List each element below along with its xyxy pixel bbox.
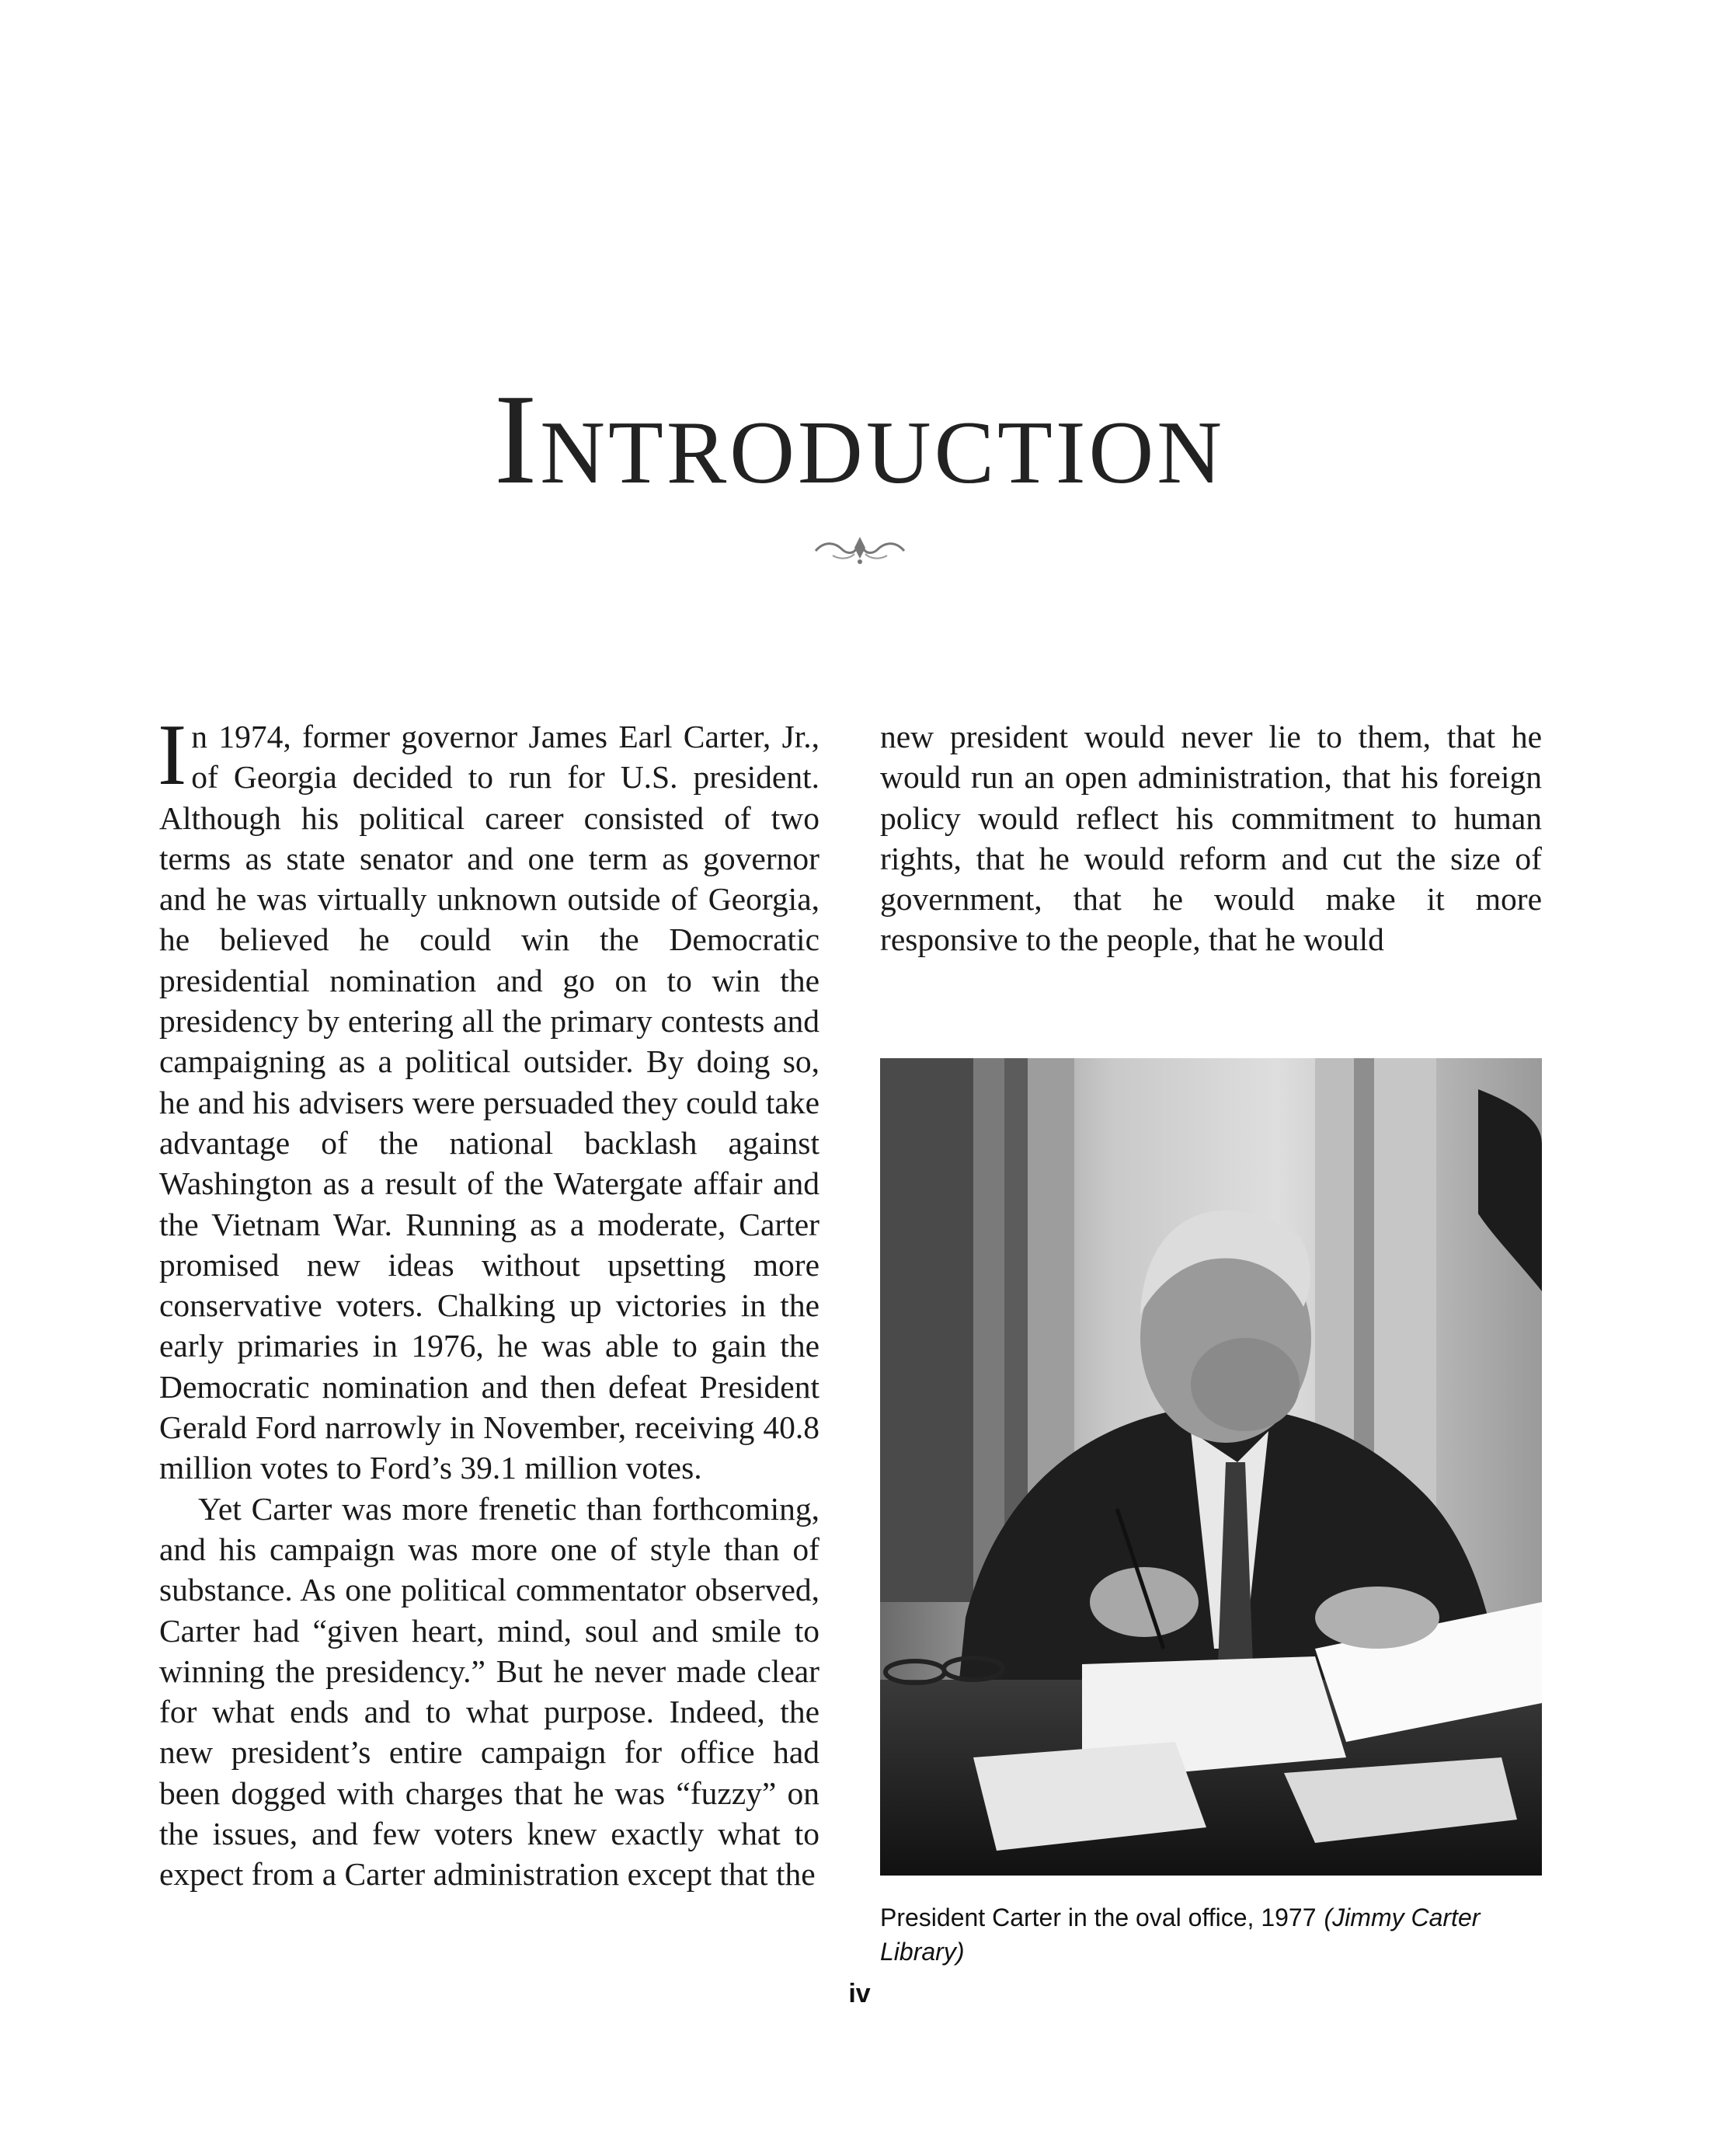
caption-text: President Carter in the oval office, 1977 xyxy=(880,1903,1317,1931)
left-column-text xyxy=(158,707,819,1895)
caption-credit: (Jimmy Carter Library) xyxy=(880,1903,1481,1966)
page-title: Introduction xyxy=(494,367,1225,510)
intro-paragraph-2: Yet Carter was more frenetic than forthcoming, and his campaign was more one of style than of substance. As one political commentator observed, Carter had “given heart, mind, soul and smile to winning the presidency.” But he never made clear for what ends and to what purpose. Indeed, the new president’s entire campaign for office had been dogged with charges that he was “fuzzy” on the issues, and few voters knew exactly what to expect from a Carter administration except that the xyxy=(159,1490,819,1893)
photo-caption xyxy=(880,1900,1542,1969)
carter-oval-office-photo xyxy=(880,1058,1542,1876)
drop-cap: I xyxy=(158,707,187,803)
page-number: iv xyxy=(848,1979,871,2008)
right-column-text xyxy=(880,716,1542,960)
right-column-paragraph: new president would never lie to them, that he would run an open administration, that his foreign policy would reflect his commitment to human rights, that he would reform and cut the size of government, that he would make it more responsive to the people, that he would xyxy=(880,719,1542,958)
fleuron-ornament-icon xyxy=(809,532,910,566)
paragraph-1-text: n 1974, former governor James Earl Carter, Jr., of Georgia decided to run for U.S. president. Although his political career consisted of two terms as state senator and one term as governor and he was virtually unknown outside of Georgia, he believed he could win the Democratic presidential nomination and go on to win the presidency by entering all the primary contests and campaigning as a political outsider. By doing so, he and his advisers were persuaded they could take advantage of the national backlash against Washington as a result of the Watergate affair and the Vietnam War. Running as a moderate, Carter promised new ideas without upsetting more conservative voters. Chalking up victories in the early primaries in 1976, he was able to gain the Democratic nomination and then defeat President Gerald Ford narrowly in November, receiving 40.8 million votes to Ford’s 39.1 million votes. xyxy=(159,719,819,1486)
intro-paragraph-1 xyxy=(158,707,819,1489)
